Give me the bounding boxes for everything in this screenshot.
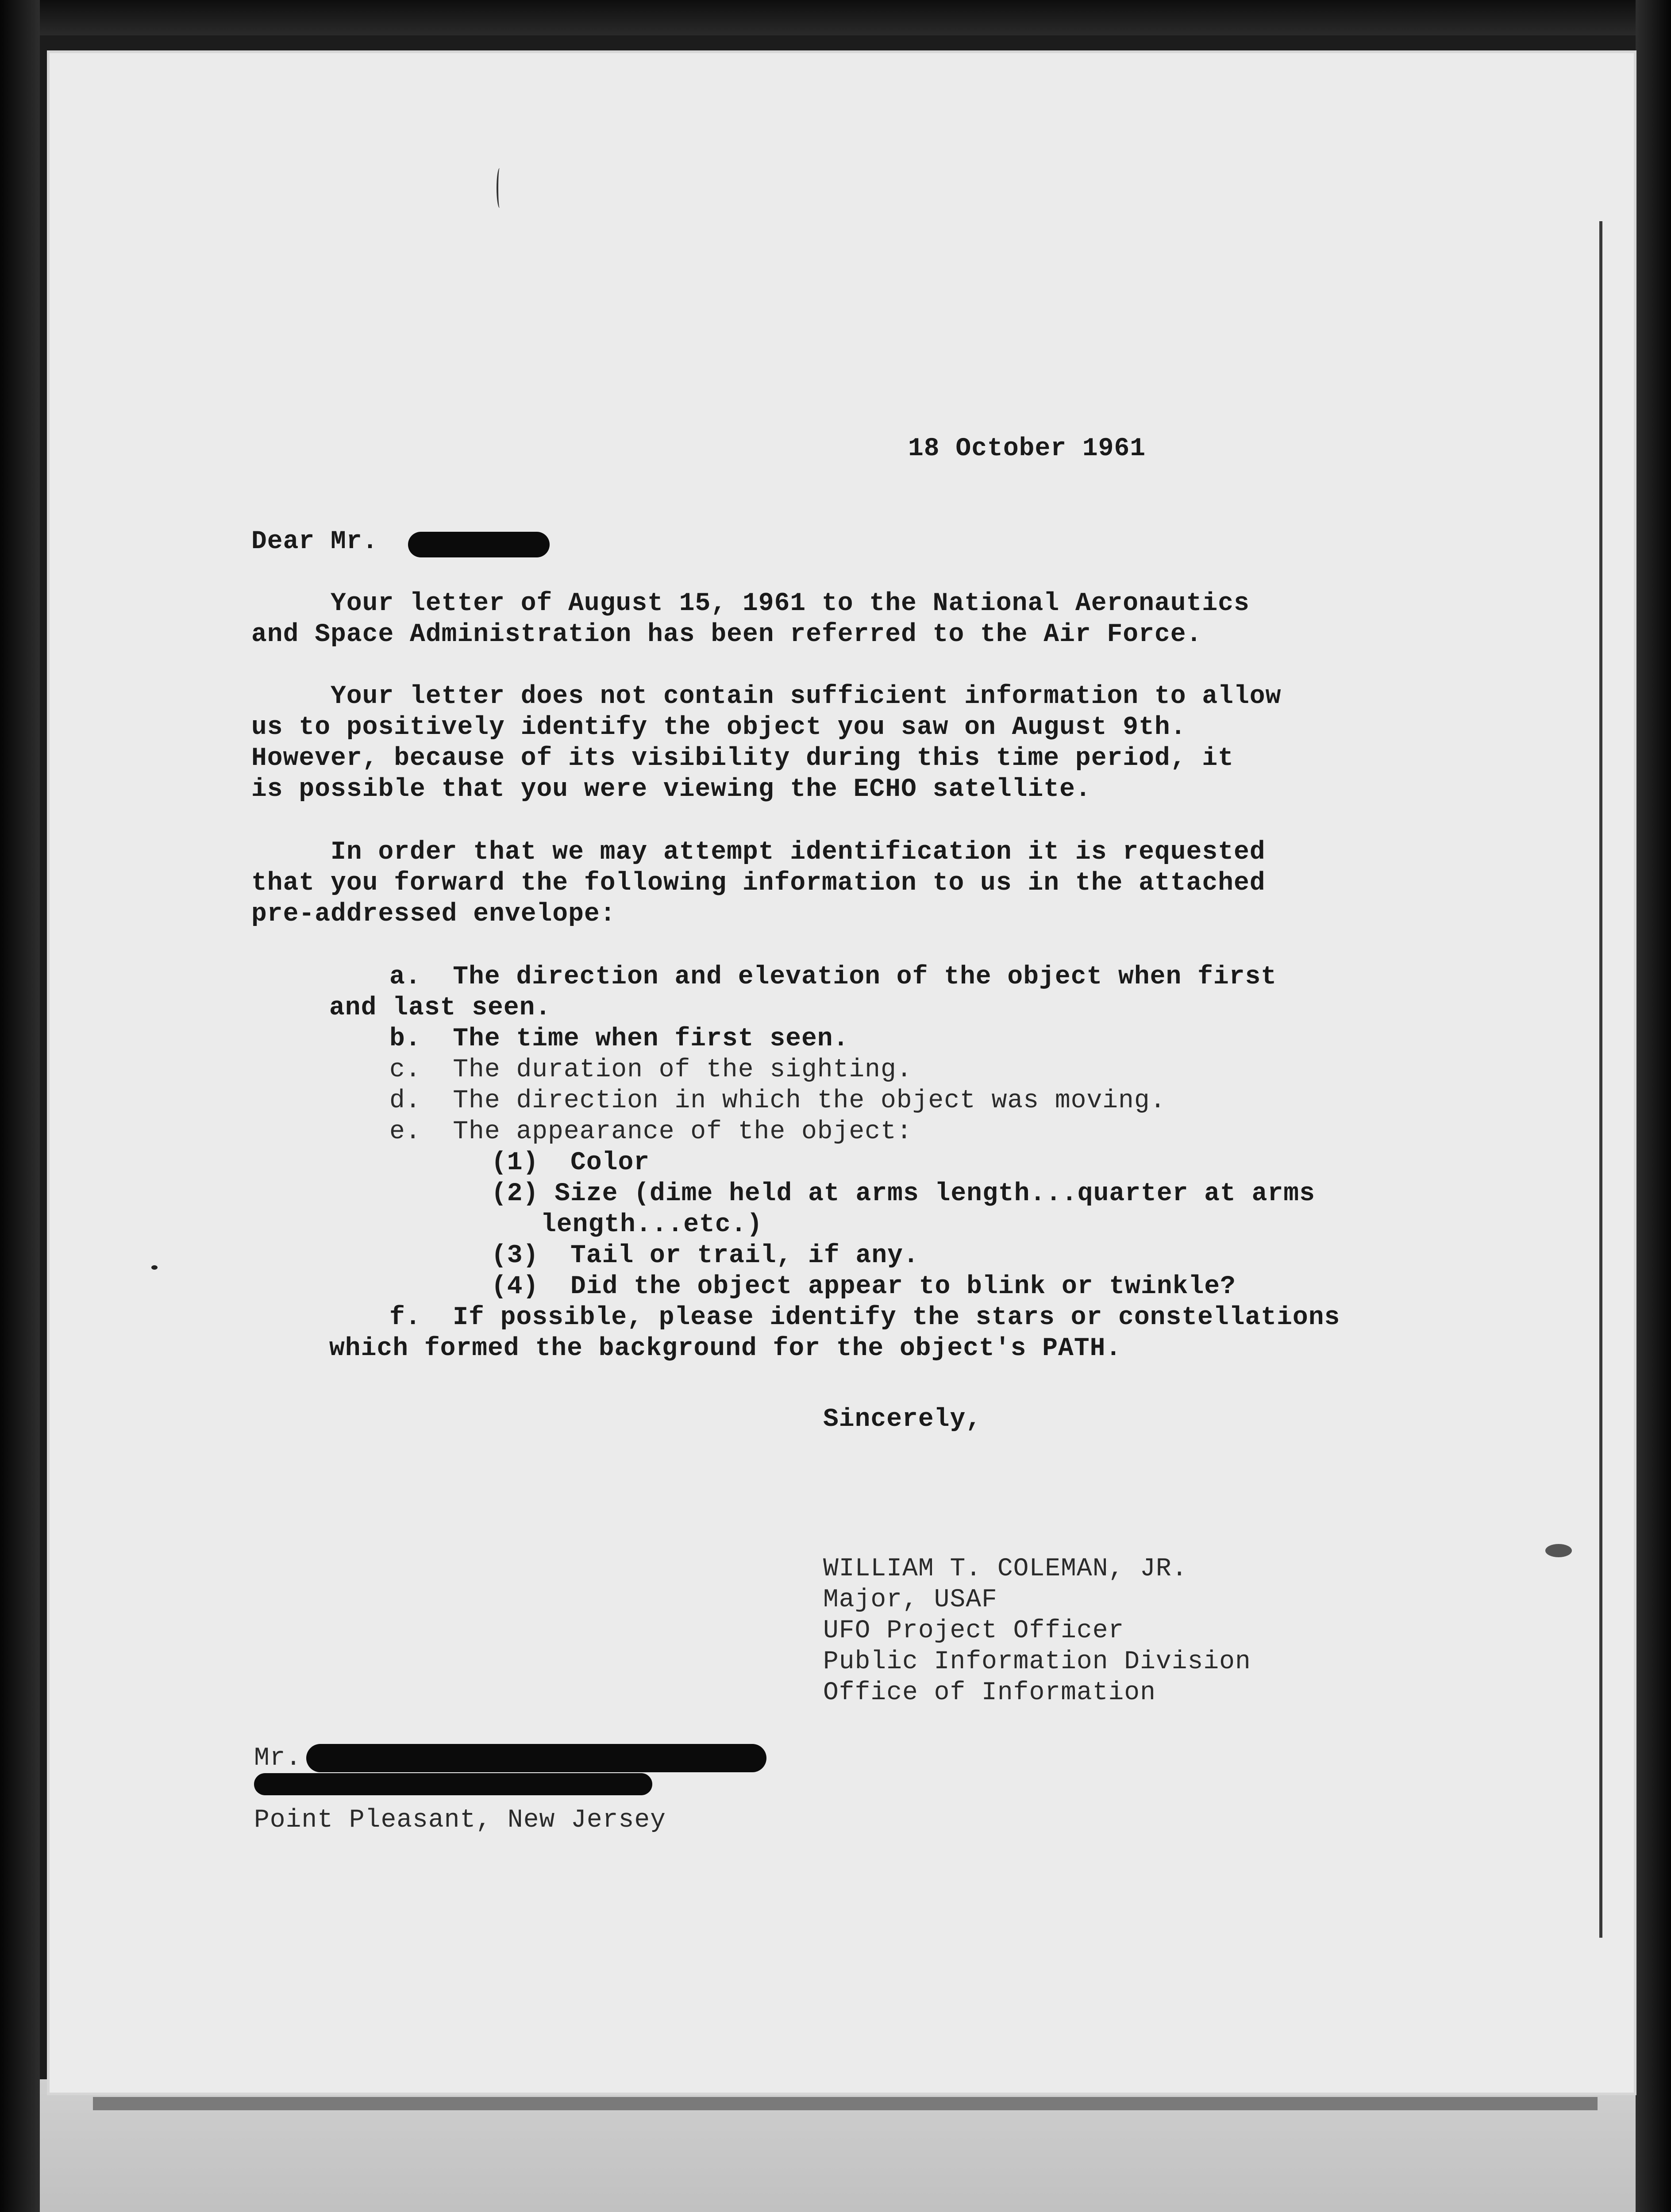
salutation: Dear Mr. [251, 527, 378, 556]
paragraph-line: that you forward the following information to us in the attached [251, 869, 1266, 898]
paragraph-line: Your letter does not contain sufficient information to allow [251, 682, 1282, 711]
paper-bottom-shadow [93, 2097, 1598, 2110]
sub-item-3: (3) Tail or trail, if any. [491, 1241, 919, 1270]
list-item-b: b. The time when first seen. [389, 1025, 849, 1053]
redaction-recipient-name [306, 1744, 766, 1772]
film-speck [1545, 1544, 1572, 1557]
redaction-addressee-name [408, 532, 550, 557]
paragraph-line: is possible that you were viewing the ECHO satellite. [251, 775, 1091, 804]
closing: Sincerely, [823, 1405, 982, 1434]
sub-item-4: (4) Did the object appear to blink or twinkle? [491, 1272, 1236, 1301]
signature-rank: Major, USAF [823, 1586, 997, 1614]
list-item-d: d. The direction in which the object was moving. [389, 1087, 1166, 1115]
sub-item-2: (2) Size (dime held at arms length...quarter at arms [491, 1179, 1315, 1208]
letter-date: 18 October 1961 [908, 434, 1146, 463]
list-item-a-continued: and last seen. [329, 994, 551, 1022]
paragraph-line: pre-addressed envelope: [251, 900, 616, 929]
signature-title: UFO Project Officer [823, 1617, 1124, 1645]
recipient-location: Point Pleasant, New Jersey [254, 1806, 666, 1835]
list-item-f-continued: which formed the background for the object's PATH. [329, 1334, 1122, 1363]
signature-office: Office of Information [823, 1678, 1156, 1707]
film-frame-left [0, 0, 40, 2212]
signature-name: WILLIAM T. COLEMAN, JR. [823, 1555, 1188, 1583]
film-frame-top [0, 0, 1671, 35]
recipient-prefix: Mr. [254, 1744, 302, 1773]
paragraph-line: Your letter of August 15, 1961 to the National Aeronautics [251, 589, 1250, 618]
paragraph-line: us to positively identify the object you saw on August 9th. [251, 713, 1186, 742]
film-frame-right [1636, 0, 1671, 2212]
paragraph-line: In order that we may attempt identification it is requested [251, 838, 1266, 867]
page-right-rule [1599, 221, 1602, 1938]
pencil-mark [497, 168, 503, 208]
list-item-a: a. The direction and elevation of the object when first [389, 963, 1277, 991]
paragraph-line: and Space Administration has been referred to the Air Force. [251, 620, 1202, 649]
sub-item-1: (1) Color [491, 1148, 650, 1177]
list-item-e: e. The appearance of the object: [389, 1118, 913, 1146]
list-item-c: c. The duration of the sighting. [389, 1056, 913, 1084]
list-item-f: f. If possible, please identify the stars or constellations [389, 1303, 1340, 1332]
sub-item-2-continued: length...etc.) [541, 1210, 763, 1239]
film-speck [151, 1265, 158, 1270]
signature-division: Public Information Division [823, 1647, 1251, 1676]
paragraph-line: However, because of its visibility during this time period, it [251, 744, 1234, 773]
letter-page [50, 53, 1634, 2093]
redaction-recipient-street [254, 1773, 652, 1795]
